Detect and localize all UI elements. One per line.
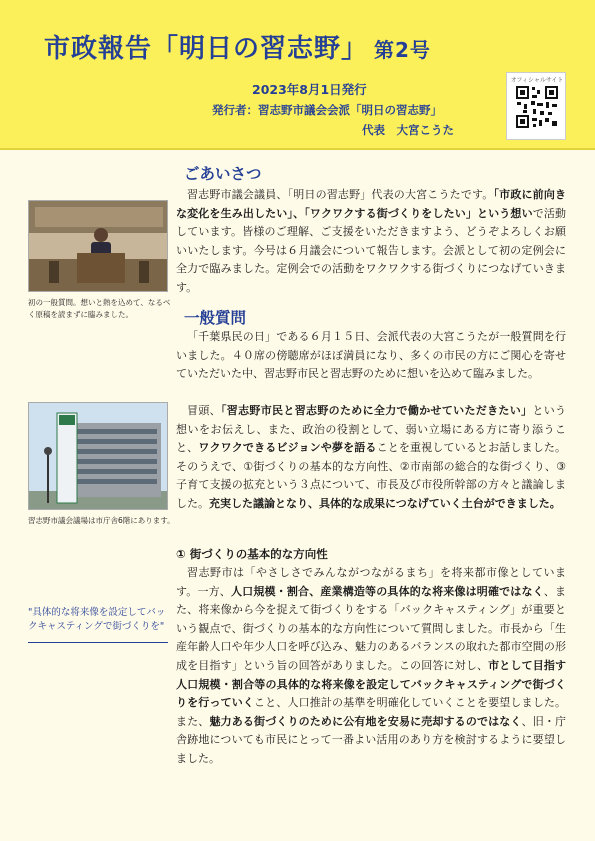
greeting-paragraph: 習志野市議会議員、「明日の習志野」代表の大宮こうたです。「市政に前向きな変化を生み出したい」、「ワクワクする街づくりをしたい」という想いで活動しています。皆様のご理解、ご支援をいただきますよう、どうぞよろしくお願いいたします。今号は６月議会について報告します。会派として初の定例会に全力で臨みました。定例会での活動をワクワクする街づくりにつなげていきます。: [176, 188, 567, 294]
town-planning-heading: ① 街づくりの基本的な方向性: [176, 547, 328, 561]
qr-label: オフィシャルサイト: [510, 77, 564, 84]
qr-code-icon: [515, 85, 559, 129]
greeting-heading: ごあいさつ: [184, 165, 262, 183]
photo-city-hall: [28, 402, 168, 510]
issue-number: 第2号: [374, 38, 431, 62]
photo1-caption: 初の一般質問。想いと熱を込めて、なるべく原稿を読まずに臨みました。: [28, 298, 171, 319]
town-planning-paragraph: 習志野市は「やさしさでみんながつながるまち」を将来都市像としています。一方、人口規模・割合、産業構造等の具体的な将来像は明確ではなく、また、将来像から今を捉えて街づくりをする「バックキャスティング」が重要という観点で、街づくりの基本的な方向性について質問しました。市長から「生産年齢人口や年少人口を呼び込み、魅力のあるバランスの取れた都市空間の形成を目指す」という旨の回答がありました。この回答に対し、市として目指す人口規模・割合等の具体的な将来像を設定してバックキャスティングで街づくりを行っていくこと、人口推計の基準を明確化していくことを要望しました。また、魅力ある街づくりのために公有地を安易に売却するのではなく、旧・庁舎跡地についても市民にとって一番よい活用のあり方を検討するように要望しました。: [176, 566, 567, 765]
pull-quote: "具体的な将来像を設定してバックキャスティングで街づくりを": [28, 606, 168, 643]
title-text: 市政報告「明日の習志野」: [44, 34, 369, 64]
publisher: 発行者：習志野市議会会派「明日の習志野」: [212, 103, 442, 117]
photo-speaking-at-podium: [28, 200, 168, 292]
general-paragraph-2: 冒頭、「習志野市民と習志野のために全力で働かせていただきたい」という想いをお伝えし、また、政治の役割として、弱い立場にある方に寄り添うこと、ワクワクできるビジョンや夢を語ることを重視しているとお話しました。そのうえで、①街づくりの基本的な方向性、②市南部の総合的な街づくり、③子育て支援の拡充という３点について、市長及び市役所幹部の方々と議論しました。充実した議論となり、具体的な成果につなげていく土台ができました。: [176, 404, 567, 510]
representative: 代表 大宮こうた: [362, 123, 454, 137]
qr-code[interactable]: [506, 72, 566, 140]
newsletter-title: [44, 28, 524, 65]
photo2-caption: 習志野市議会議場は市庁舎6階にあります。: [28, 516, 175, 525]
masthead: [0, 0, 595, 150]
general-paragraph-1: 「千葉県民の日」である６月１５日、会派代表の大宮こうたが一般質問を行いました。４０席の傍聴席がほぼ満員になり、多くの市民の方にご関心を寄せていただいた中、習志野市民と習志野のために想いを込めて臨みました。: [176, 330, 566, 381]
general-question-heading: 一般質問: [184, 309, 247, 327]
publish-date: 2023年8月1日発行: [252, 82, 367, 97]
